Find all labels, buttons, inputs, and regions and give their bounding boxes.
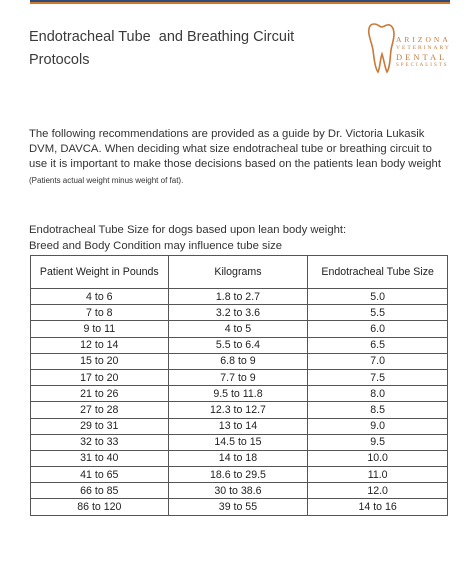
cell-weight-pounds: 27 to 28	[31, 402, 169, 418]
cell-kilograms: 14 to 18	[168, 450, 308, 466]
table-row	[31, 434, 448, 450]
logo-text-arizona: ARIZONA	[396, 35, 451, 44]
logo-text-dental: DENTAL	[396, 52, 448, 62]
table-caption-line-2: Breed and Body Condition may influence tube size	[29, 239, 283, 252]
tube-size-table	[30, 255, 448, 516]
cell-tube-size: 7.5	[308, 369, 448, 385]
cell-kilograms: 9.5 to 11.8	[168, 386, 308, 402]
cell-tube-size: 14 to 16	[308, 499, 448, 515]
logo-text-veterinary: VETERINARY	[396, 45, 451, 51]
cell-tube-size: 7.0	[308, 353, 448, 369]
cell-tube-size: 10.0	[308, 450, 448, 466]
table-row	[31, 305, 448, 321]
cell-kilograms: 1.8 to 2.7	[168, 289, 308, 305]
intro-note: (Patients actual weight minus weight of fat).	[29, 175, 184, 185]
table-caption	[29, 223, 449, 254]
cell-weight-pounds: 32 to 33	[31, 434, 169, 450]
cell-kilograms: 3.2 to 3.6	[168, 305, 308, 321]
cell-kilograms: 4 to 5	[168, 321, 308, 337]
table-row	[31, 386, 448, 402]
cell-weight-pounds: 86 to 120	[31, 499, 169, 515]
header-kilograms: Kilograms	[168, 256, 308, 289]
table-header-row	[31, 256, 448, 289]
intro-text: The following recommendations are provided as a guide by Dr. Victoria Lukasik DVM, DAVCA. When deciding what size endotracheal tube or breathing circuit to use it is important to make those decisions based on the patients lean body weight	[29, 128, 441, 171]
cell-kilograms: 13 to 14	[168, 418, 308, 434]
table-row	[31, 402, 448, 418]
cell-kilograms: 7.7 to 9	[168, 369, 308, 385]
cell-tube-size: 6.5	[308, 337, 448, 353]
table-row	[31, 499, 448, 515]
table-row	[31, 369, 448, 385]
table-row	[31, 450, 448, 466]
table-row	[31, 321, 448, 337]
table-row	[31, 483, 448, 499]
cell-weight-pounds: 17 to 20	[31, 369, 169, 385]
page-title	[29, 26, 349, 72]
table-row	[31, 353, 448, 369]
cell-weight-pounds: 9 to 11	[31, 321, 169, 337]
table-row	[31, 418, 448, 434]
cell-tube-size: 12.0	[308, 483, 448, 499]
cell-kilograms: 14.5 to 15	[168, 434, 308, 450]
table-caption-line-1: Endotracheal Tube Size for dogs based upon lean body weight:	[29, 224, 347, 236]
cell-weight-pounds: 41 to 65	[31, 467, 169, 483]
title-line-1: Endotracheal Tube and Breathing Circuit	[29, 29, 295, 45]
cell-kilograms: 5.5 to 6.4	[168, 337, 308, 353]
cell-kilograms: 39 to 55	[168, 499, 308, 515]
cell-weight-pounds: 31 to 40	[31, 450, 169, 466]
cell-weight-pounds: 21 to 26	[31, 386, 169, 402]
cell-tube-size: 8.5	[308, 402, 448, 418]
logo	[366, 18, 456, 78]
cell-kilograms: 6.8 to 9	[168, 353, 308, 369]
intro-paragraph	[29, 127, 449, 188]
cell-weight-pounds: 7 to 8	[31, 305, 169, 321]
header-weight-pounds: Patient Weight in Pounds	[31, 256, 169, 289]
title-line-2: Protocols	[29, 52, 90, 68]
cell-tube-size: 9.5	[308, 434, 448, 450]
cell-kilograms: 30 to 38.6	[168, 483, 308, 499]
logo-text-specialists: SPECIALISTS	[396, 63, 449, 68]
cell-tube-size: 6.0	[308, 321, 448, 337]
cell-tube-size: 5.5	[308, 305, 448, 321]
cell-weight-pounds: 66 to 85	[31, 483, 169, 499]
cell-tube-size: 5.0	[308, 289, 448, 305]
orange-stripe	[30, 2, 450, 4]
cell-tube-size: 9.0	[308, 418, 448, 434]
cell-kilograms: 12.3 to 12.7	[168, 402, 308, 418]
cell-weight-pounds: 4 to 6	[31, 289, 169, 305]
table-row	[31, 337, 448, 353]
cell-weight-pounds: 15 to 20	[31, 353, 169, 369]
header-accent-bar	[30, 0, 450, 4]
cell-kilograms: 18.6 to 29.5	[168, 467, 308, 483]
header-tube-size: Endotracheal Tube Size	[308, 256, 448, 289]
cell-weight-pounds: 12 to 14	[31, 337, 169, 353]
cell-tube-size: 11.0	[308, 467, 448, 483]
table-row	[31, 467, 448, 483]
cell-weight-pounds: 29 to 31	[31, 418, 169, 434]
table-row	[31, 289, 448, 305]
cell-tube-size: 8.0	[308, 386, 448, 402]
